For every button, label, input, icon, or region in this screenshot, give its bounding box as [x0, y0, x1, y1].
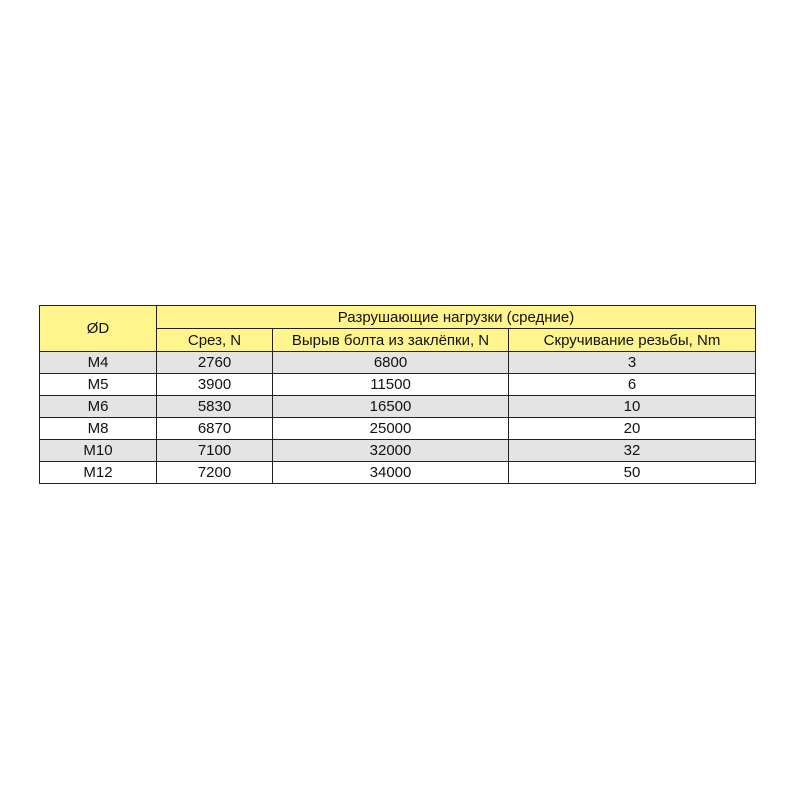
cell-pullout: 34000: [273, 462, 509, 484]
cell-shear: 7200: [157, 462, 273, 484]
cell-pullout: 11500: [273, 374, 509, 396]
cell-shear: 5830: [157, 396, 273, 418]
cell-torque: 3: [509, 352, 756, 374]
cell-torque: 32: [509, 440, 756, 462]
cell-size: M6: [40, 396, 157, 418]
table-row: [40, 462, 756, 484]
table-row: [40, 374, 756, 396]
cell-torque: 20: [509, 418, 756, 440]
breaking-loads-table: [39, 305, 756, 484]
torque-header: Скручивание резьбы, Nm: [509, 329, 756, 352]
cell-pullout: 16500: [273, 396, 509, 418]
cell-torque: 6: [509, 374, 756, 396]
diameter-header: ØD: [40, 306, 157, 352]
table-row: [40, 352, 756, 374]
table-body: [40, 352, 756, 484]
cell-size: M12: [40, 462, 157, 484]
group-header: Разрушающие нагрузки (средние): [157, 306, 756, 329]
shear-header: Срез, N: [157, 329, 273, 352]
cell-size: M4: [40, 352, 157, 374]
table-row: [40, 440, 756, 462]
cell-size: M8: [40, 418, 157, 440]
cell-shear: 2760: [157, 352, 273, 374]
cell-size: M10: [40, 440, 157, 462]
cell-size: M5: [40, 374, 157, 396]
cell-pullout: 6800: [273, 352, 509, 374]
cell-torque: 50: [509, 462, 756, 484]
table-header: [40, 306, 756, 352]
cell-pullout: 25000: [273, 418, 509, 440]
cell-shear: 6870: [157, 418, 273, 440]
cell-pullout: 32000: [273, 440, 509, 462]
cell-torque: 10: [509, 396, 756, 418]
table-row: [40, 418, 756, 440]
cell-shear: 3900: [157, 374, 273, 396]
table-row: [40, 396, 756, 418]
cell-shear: 7100: [157, 440, 273, 462]
header-row-top: [40, 306, 756, 329]
pullout-header: Вырыв болта из заклёпки, N: [273, 329, 509, 352]
